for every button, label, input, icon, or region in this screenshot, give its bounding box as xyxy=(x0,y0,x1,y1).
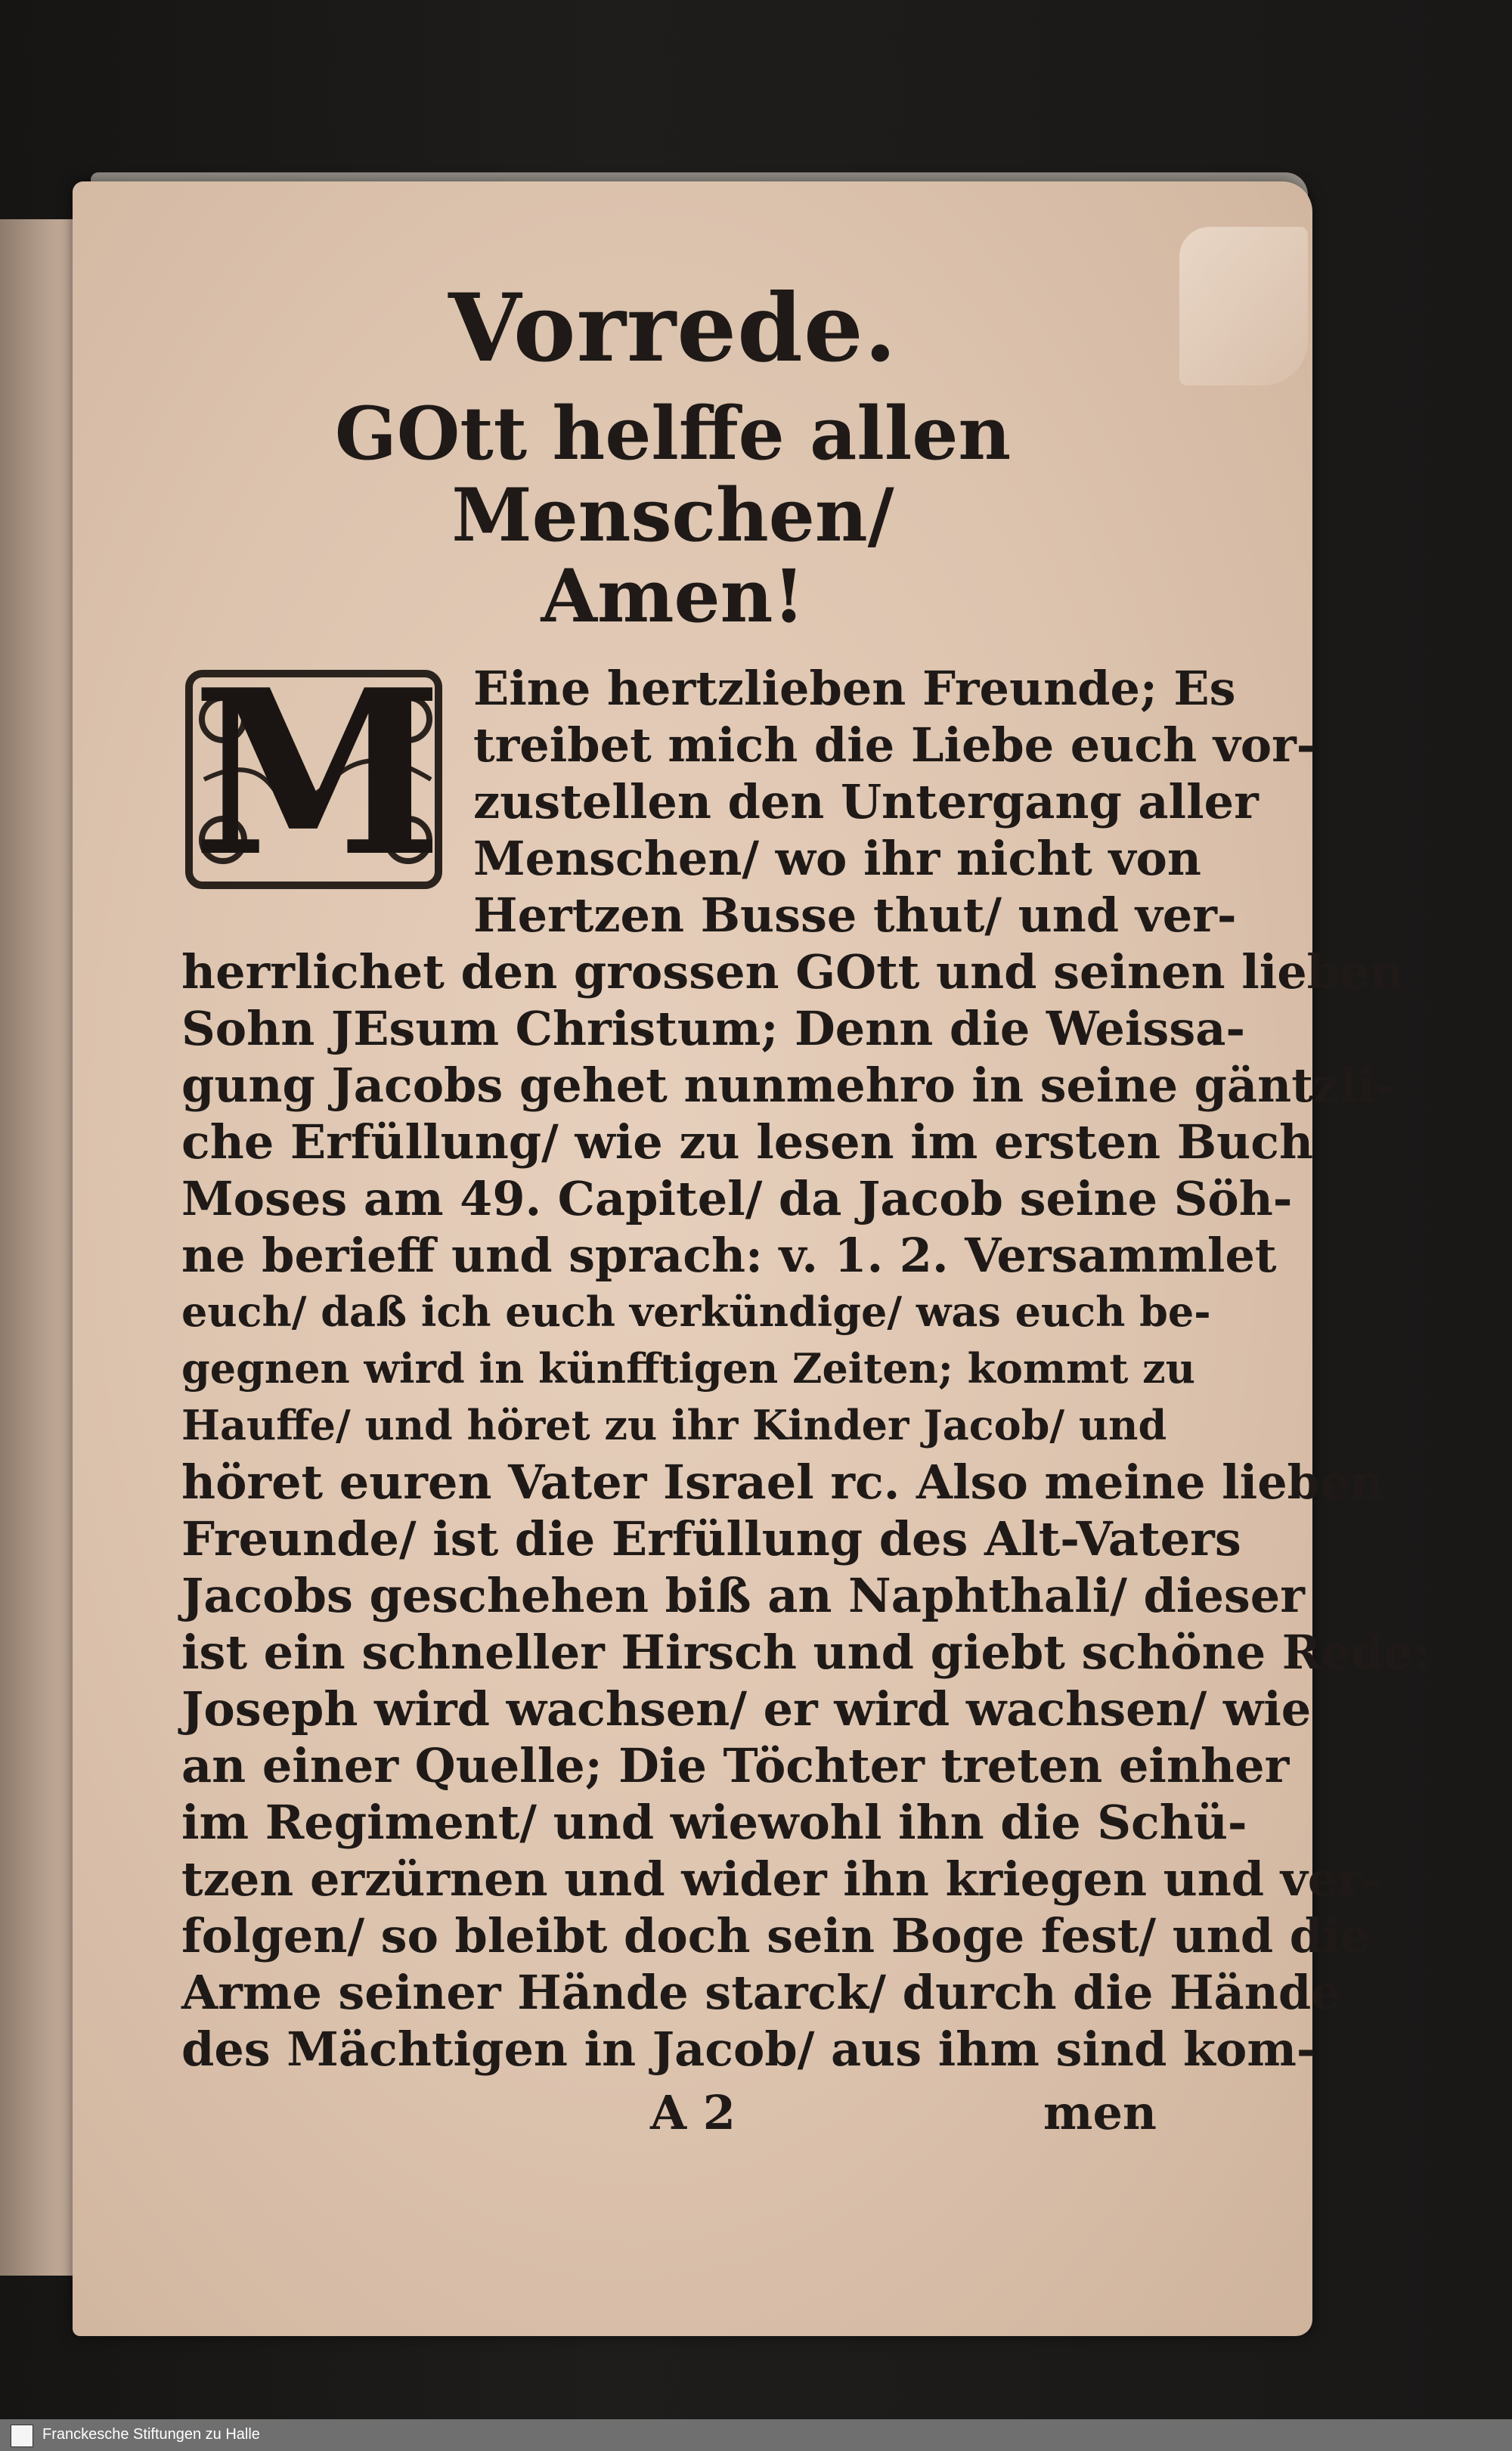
text-line-7: Sohn JEsum Christum; Denn die Weissa- xyxy=(181,1000,1246,1056)
text-line-10: Moses am 49. Capitel/ da Jacob seine Söh- xyxy=(181,1170,1293,1226)
text-line-24: Arme seiner Hände starck/ durch die Hände xyxy=(181,1964,1341,2020)
text-line-15: höret euren Vater Israel rc. Also meine lieben xyxy=(181,1454,1384,1510)
text-line-1: Eine hertzlieben Freunde; Es xyxy=(473,660,1236,716)
text-line-8: gung Jacobs gehet nunmehro in seine gäntzli- xyxy=(181,1057,1395,1113)
text-line-5: Hertzen Busse thut/ und ver- xyxy=(473,887,1237,943)
page-footer xyxy=(181,2085,1164,2146)
institution-logo-icon xyxy=(11,2425,33,2447)
text-line-21: im Regiment/ und wiewohl ihn die Schü- xyxy=(181,1794,1247,1850)
text-line-2: treibet mich die Liebe euch vor- xyxy=(473,717,1316,773)
text-line-6: herrlichet den grossen GOtt und seinen lieben xyxy=(181,944,1404,999)
text-line-14: Hauffe/ und höret zu ihr Kinder Jacob/ und xyxy=(181,1400,1167,1449)
viewer-footer-bar xyxy=(0,2419,1512,2451)
text-line-19: Joseph wird wachsen/ er wird wachsen/ wie xyxy=(181,1681,1312,1737)
invocation-line-2: Amen! xyxy=(541,553,805,640)
text-line-12: euch/ daß ich euch verkündige/ was euch be- xyxy=(181,1287,1211,1336)
body-text xyxy=(181,639,1431,2146)
text-line-9: che Erfüllung/ wie zu lesen im ersten Buch xyxy=(181,1114,1314,1170)
text-line-3: zustellen den Untergang aller xyxy=(473,773,1259,829)
institution-label: Franckesche Stiftungen zu Halle xyxy=(42,2426,260,2443)
text-line-13: gegnen wird in künfftigen Zeiten; kommt zu xyxy=(181,1343,1195,1393)
text-line-22: tzen erzürnen und wider ihn kriegen und ver- xyxy=(181,1851,1382,1907)
text-line-18: ist ein schneller Hirsch und giebt schöne Rede: xyxy=(181,1624,1431,1680)
text-line-23: folgen/ so bleibt doch sein Boge fest/ und die xyxy=(181,1907,1371,1963)
page-corner-fold xyxy=(1179,227,1308,386)
page-heading: Vorrede. xyxy=(448,274,897,383)
text-line-20: an einer Quelle; Die Töchter treten einher xyxy=(181,1737,1290,1793)
invocation-line-1: GOtt helffe allen Menschen/ xyxy=(334,391,1012,558)
text-line-11: ne berieff und sprach: v. 1. 2. Versammlet xyxy=(181,1227,1277,1283)
text-line-4: Menschen/ wo ihr nicht von xyxy=(473,830,1201,886)
signature-mark: A 2 xyxy=(650,2084,736,2140)
text-line-17: Jacobs geschehen biß an Naphthali/ dieser xyxy=(181,1567,1305,1623)
facing-page-edge xyxy=(0,219,83,2276)
decorated-initial xyxy=(181,639,454,906)
initial-letter: M xyxy=(191,639,444,906)
invocation xyxy=(181,391,1164,640)
catchword: men xyxy=(1043,2084,1157,2140)
text-line-16: Freunde/ ist die Erfüllung des Alt-Vaters xyxy=(181,1511,1241,1566)
text-line-25: des Mächtigen in Jacob/ aus ihm sind kom- xyxy=(181,2021,1316,2077)
page-content xyxy=(181,274,1431,2146)
